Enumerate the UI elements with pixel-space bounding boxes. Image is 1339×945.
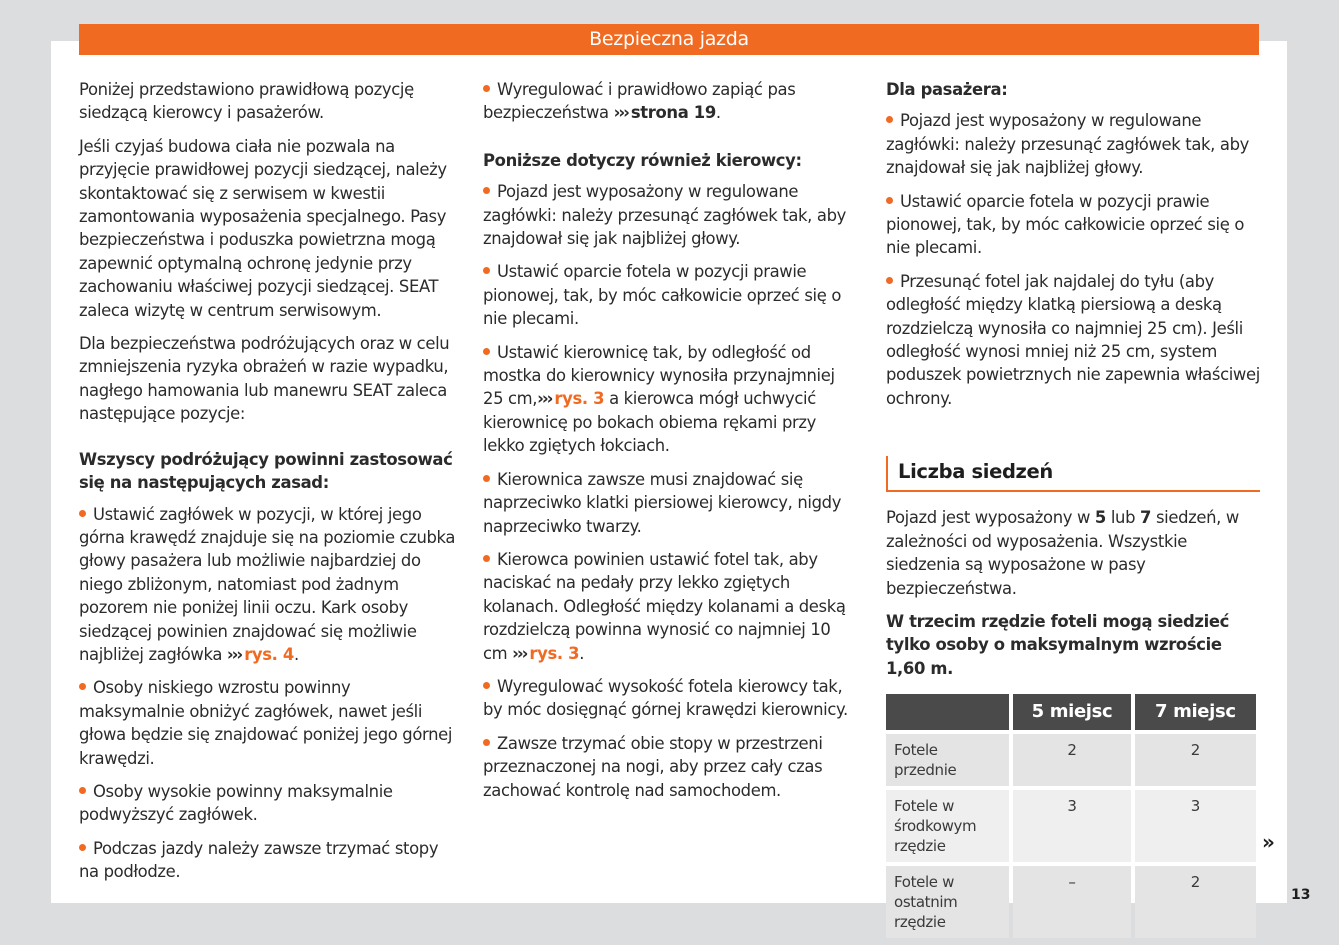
bullet-item: Wyregulować wysokość fotela kierowcy tak, by móc dosięgnąć górnej krawędzi kierownicy.	[483, 675, 855, 722]
table-row	[886, 790, 1256, 862]
body-paragraph: Dla bezpieczeństwa podróżujących oraz w celu zmniejszenia ryzyka obrażeń w razie wypadku, nagłego hamowania lub manewru SEAT zaleca następujące pozycje:	[79, 334, 450, 424]
row-label: Fotele w środkowym rzędzie	[886, 790, 1009, 862]
table-header-cell	[886, 694, 1009, 730]
reference-arrow-icon: ›››	[226, 644, 242, 664]
column-3	[886, 78, 1260, 942]
bullet-item: Zawsze trzymać obie stopy w przestrzeni przeznaczonej na nogi, aby przez cały czas zachować kontrolę nad samochodem.	[483, 732, 855, 802]
table-cell: 2	[1135, 866, 1256, 938]
body-paragraph: Jeśli czyjaś budowa ciała nie pozwala na przyjęcie prawidłowej pozycji siedzącej, należy skontaktować się z serwisem w kwestii zamontowania wyposażenia specjalnego. Pasy bezpieczeństwa i poduszka powietrzna mogą zapewnić optymalną ochronę jedynie przy zachowaniu właściwej pozycji siedzącej. SEAT zaleca wizytę w centrum serwisowym.	[79, 136, 447, 320]
seats-table	[882, 690, 1260, 942]
table-row	[886, 866, 1256, 938]
continued-icon: »	[1262, 830, 1275, 854]
column-2	[483, 78, 855, 812]
page-link[interactable]: strona 19	[630, 103, 716, 123]
intro-paragraph: Poniżej przedstawiono prawidłową pozycję siedzącą kierowcy i pasażerów.	[79, 80, 414, 123]
bullet-item: Kierownica zawsze musi znajdować się naprzeciwko klatki piersiowej kierowcy, nigdy naprzeciwko twarzy.	[483, 468, 855, 538]
bullet-item: Osoby wysokie powinny maksymalnie podwyższyć zagłówek.	[79, 780, 457, 827]
figure-link[interactable]: rys. 3	[529, 643, 580, 663]
reference-arrow-icon: ›››	[613, 103, 628, 123]
subheading: Wszyscy podróżujący powinni zastosować się na następujących zasad:	[79, 449, 453, 493]
bullet-item: Podczas jazdy należy zawsze trzymać stopy na podłodze.	[79, 837, 457, 884]
reference-arrow-icon: ›››	[512, 643, 527, 663]
reference-arrow-icon: ›››	[537, 389, 552, 409]
bullet-item: Osoby niskiego wzrostu powinny maksymalnie obniżyć zagłówek, nawet jeśli głowa będzie się znajdować poniżej jego górnej krawędzi.	[79, 676, 457, 770]
bullet-item: Pojazd jest wyposażony w regulowane zagłówki: należy przesunąć zagłówek tak, aby znajdował się jak najbliżej głowy.	[886, 109, 1260, 179]
figure-link[interactable]: rys. 4	[244, 644, 294, 664]
bullet-item: Przesunąć fotel jak najdalej do tyłu (aby odległość między klatką piersiową a deską rozdzielczą wynosiła co najmniej 25 cm). Jeśli odległość wynosi mniej niż 25 cm, system poduszek powietrznych nie zapewnia właściwej ochrony.	[886, 270, 1260, 410]
table-cell: 3	[1135, 790, 1256, 862]
warning-paragraph: W trzecim rzędzie foteli mogą siedzieć tylko osoby o maksymalnym wzroście 1,60 m.	[886, 611, 1229, 678]
section-heading: Liczba siedzeń	[886, 456, 1260, 492]
table-cell: 2	[1135, 734, 1256, 786]
bullet-item: Ustawić oparcie fotela w pozycji prawie pionowej, tak, by móc całkowicie oprzeć się o nie plecami.	[483, 260, 855, 330]
bullet-item: Kierowca powinien ustawić fotel tak, aby naciskać na pedały przy lekko zgiętych kolanach. Odległość między kolanami a deską rozdzielczą powinna wynosić co najmniej 10 cm ››› rys. 3.	[483, 548, 855, 665]
bullet-item: Pojazd jest wyposażony w regulowane zagłówki: należy przesunąć zagłówek tak, aby znajdował się jak najbliżej głowy.	[483, 180, 855, 250]
bullet-item: Ustawić kierownicę tak, by odległość od mostka do kierownicy wynosiła przynajmniej 25 cm,››› rys. 3 a kierowca mógł uchwycić kierownicę po bokach obiema rękami przy lekko zgiętych łokciach.	[483, 341, 855, 458]
table-header-cell: 5 miejsc	[1013, 694, 1130, 730]
row-label: Fotele przednie	[886, 734, 1009, 786]
subheading: Poniższe dotyczy również kierowcy:	[483, 150, 802, 170]
column-1	[79, 78, 457, 894]
chapter-header	[79, 24, 1259, 55]
page-number: 13	[1291, 887, 1311, 903]
bullet-item: Wyregulować i prawidłowo zapiąć pas bezpieczeństwa ››› strona 19.	[483, 78, 855, 125]
chapter-title: Bezpieczna jazda	[589, 28, 749, 50]
table-header-cell: 7 miejsc	[1135, 694, 1256, 730]
table-cell: –	[1013, 866, 1130, 938]
table-header-row	[886, 694, 1256, 730]
body-paragraph: Pojazd jest wyposażony w 5 lub 7 siedzeń, w zależności od wyposażenia. Wszystkie siedzenia są wyposażone w pasy bezpieczeństwa.	[886, 508, 1239, 598]
table-row	[886, 734, 1256, 786]
bullet-item: Ustawić zagłówek w pozycji, w której jego górna krawędź znajduje się na poziomie czubka głowy pasażera lub możliwie najbardziej do niego zbliżonym, natomiast pod żadnym pozorem nie poniżej linii oczu. Kark osoby siedzącej powinien znajdować się możliwie najbliżej zagłówka ››› rys. 4.	[79, 503, 457, 667]
subheading: Dla pasażera:	[886, 80, 1008, 99]
row-label: Fotele w ostatnim rzędzie	[886, 866, 1009, 938]
bullet-item: Ustawić oparcie fotela w pozycji prawie pionowej, tak, by móc całkowicie oprzeć się o nie plecami.	[886, 190, 1260, 260]
figure-link[interactable]: rys. 3	[554, 389, 605, 409]
table-cell: 2	[1013, 734, 1130, 786]
table-cell: 3	[1013, 790, 1130, 862]
